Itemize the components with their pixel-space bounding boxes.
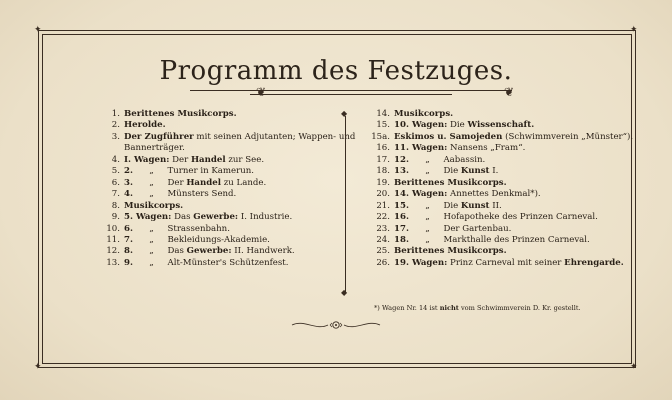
program-item [370,235,610,246]
item-number: 8. [111,200,120,211]
item-text-normal: „ Münsters Send. [132,189,237,200]
item-text-normal: „ Bekleidungs-Akademie. [132,234,270,245]
item-number: 12. [106,246,120,257]
item-text-normal: (Schwimmverein „Münster“). [502,131,634,142]
item-text [124,258,328,269]
item-text [394,201,610,212]
item-text-bold: 12. [394,154,409,165]
item-number: 15a. [371,131,390,142]
item-text-bold: 11. Wagen: [394,143,448,154]
program-item [100,201,328,212]
item-text-bold: 2. [124,166,133,177]
item-text-bold: Der Zugführer [124,131,194,142]
item-number: 5. [111,166,120,177]
item-number: 4. [111,154,120,165]
item-text [394,109,610,120]
program-item [370,155,610,166]
item-text [394,258,624,269]
item-text-bold: Gewerbe: [193,212,239,223]
item-number: 16. [376,143,390,154]
item-text [124,155,328,166]
item-text [124,143,328,154]
program-item [100,131,356,143]
corner-ornament-top-left: ✦ [34,25,42,35]
item-number: 17. [376,154,390,165]
item-text-normal: „ Der Gartenbau. [408,223,512,234]
item-number: 3. [111,131,120,142]
item-text-bold: 6. [124,223,133,234]
item-text-bold: Gewerbe: [186,246,232,257]
item-number: 19. [376,177,390,188]
item-text-normal: „ Das [132,246,187,257]
program-item [100,120,328,131]
item-text [394,246,610,257]
item-text-bold: 3. [124,177,133,188]
item-text-bold: 19. Wagen: [394,257,448,268]
item-number: 13. [106,257,120,268]
item-text-bold: 15. [394,200,409,211]
item-text-normal: „ Aabassin. [408,154,486,165]
program-item [370,257,624,269]
item-text-bold: Berittenes Musikcorps. [124,109,237,119]
program-item [100,258,328,269]
item-text-normal: „ Strassenbahn. [132,223,230,234]
item-text [124,132,355,143]
item-text-normal: Das [171,212,194,223]
corner-ornament-bottom-right: ✦ [630,362,638,372]
item-text-normal: I. Industrie. [238,212,293,223]
program-item [370,224,610,235]
item-text [124,235,328,246]
footnote-suffix: vom Schwimmverein D. Kr. gestellt. [458,304,581,312]
item-text-bold: Handel [190,154,226,165]
item-text-bold: Wissenschaft. [467,120,535,131]
footnote-prefix: *) Wagen Nr. 14 ist [374,304,440,312]
item-number: 2. [111,120,120,131]
item-text [124,212,328,223]
item-text-bold: 10. Wagen: [394,120,448,131]
program-item [100,224,328,235]
item-text [124,246,328,257]
item-text-bold: Handel [186,177,221,188]
item-text-normal: Die [447,120,468,131]
item-text [394,155,610,166]
title-ornament-right: ❦ [504,85,515,99]
bottom-flourish-ornament [290,318,382,332]
corner-ornament-bottom-left: ✦ [34,362,42,372]
item-text-bold: Berittenes Musikcorps. [394,177,507,188]
item-text-normal: II. Handwerk. [231,246,295,257]
item-text-normal: „ Alt-Münster's Schützenfest. [132,257,289,268]
item-text-bold: 13. [394,166,409,177]
item-number: 23. [376,223,390,234]
item-number [100,143,120,154]
program-item [100,189,328,200]
program-item [100,155,328,166]
title-underline [190,90,512,91]
item-number: 21. [376,200,390,211]
program-item [370,246,610,257]
item-text-bold: Eskimos u. Samojeden [394,131,503,142]
program-item [370,166,610,177]
item-text-normal: „ Markthalle des Prinzen Carneval. [408,234,590,245]
item-text-bold: Musikcorps. [124,200,184,211]
item-text-normal: Der [169,154,191,165]
program-item [370,120,610,131]
item-text [394,120,610,131]
item-text-bold: Kunst [460,166,490,177]
item-text-bold: 17. [394,223,409,234]
item-text [394,212,610,223]
item-text-normal: mit seinen Adjutanten; Wappen- und [193,131,356,142]
divider-ornament-top: ◆ [341,109,348,118]
corner-ornament-top-right: ✦ [630,25,638,35]
program-item [370,131,634,143]
item-text [394,235,610,246]
program-item [370,189,610,200]
item-text [394,132,633,143]
item-text-normal: I. [489,166,499,177]
item-text-normal: zu Lande. [221,177,267,188]
item-number: 22. [376,212,390,223]
program-item [100,166,328,177]
title-underline-secondary [250,94,452,95]
item-text-bold: Ehrengarde. [564,257,624,268]
item-text-bold: 7. [124,234,133,245]
item-text [394,143,610,154]
item-text-bold: 9. [124,257,133,268]
program-item [100,178,328,189]
title-ornament-left: ❦ [256,85,267,99]
item-number: 7. [111,189,120,200]
item-text-bold: Berittenes Musikcorps. [394,246,507,257]
item-text [124,166,328,177]
item-number: 14. [376,109,390,119]
item-number: 1. [111,109,120,119]
item-text [394,224,610,235]
column-divider [345,116,346,292]
item-text-bold: 8. [124,246,133,257]
item-text [124,189,328,200]
item-text-bold: 14. Wagen: [394,189,448,200]
item-text-bold: Musikcorps. [394,109,454,119]
program-item [370,178,610,189]
item-text [394,178,610,189]
program-list-right [370,109,634,269]
program-item [370,212,610,223]
item-text-bold: Kunst [460,200,490,211]
item-text-normal: „ Der [132,177,187,188]
item-number: 25. [376,246,390,257]
item-text [124,109,328,120]
item-number: 26. [376,257,390,268]
item-text [124,178,328,189]
item-number: 6. [111,177,120,188]
item-number: 15. [376,120,390,131]
item-number: 9. [111,212,120,223]
item-text-normal: Annettes Denkmal*). [447,189,541,200]
item-text-bold: I. Wagen: [124,154,170,165]
footnote-emphasis: nicht [439,304,459,312]
item-text-normal: „ Die [408,200,461,211]
page-title: Programm des Festzuges. [159,56,513,86]
item-number: 18. [376,166,390,177]
item-text [124,120,328,131]
item-text-normal: „ Hofapotheke des Prinzen Carneval. [408,212,598,223]
item-number: 20. [376,189,390,200]
item-text-normal: Prinz Carneval mit seiner [447,257,565,268]
item-text [124,224,328,235]
program-list-left [100,109,356,269]
item-text [124,201,328,212]
program-item [370,201,610,212]
program-item [100,109,328,120]
item-text-normal: zur See. [225,154,265,165]
item-text [394,189,610,200]
item-text-normal: Bannerträger. [124,143,185,154]
divider-ornament-bottom: ◆ [341,288,348,297]
item-text-normal: II. [489,200,502,211]
item-number: 24. [376,234,390,245]
program-item [370,143,610,154]
item-text-bold: 5. Wagen: [124,212,172,223]
item-text [394,166,610,177]
item-number: 10. [106,223,120,234]
item-text-normal: Nansens „Fram“. [447,143,526,154]
item-number: 11. [106,234,120,245]
footnote [374,304,614,312]
item-text-normal: „ Turner in Kamerun. [132,166,255,177]
item-text-bold: 16. [394,212,409,223]
program-item [370,109,610,120]
program-item [100,246,328,257]
item-text-bold: 4. [124,189,133,200]
item-text-bold: 18. [394,234,409,245]
program-item [100,143,328,154]
program-item [100,235,328,246]
item-text-bold: Herolde. [124,120,166,131]
program-item [100,212,328,223]
item-text-normal: „ Die [408,166,461,177]
